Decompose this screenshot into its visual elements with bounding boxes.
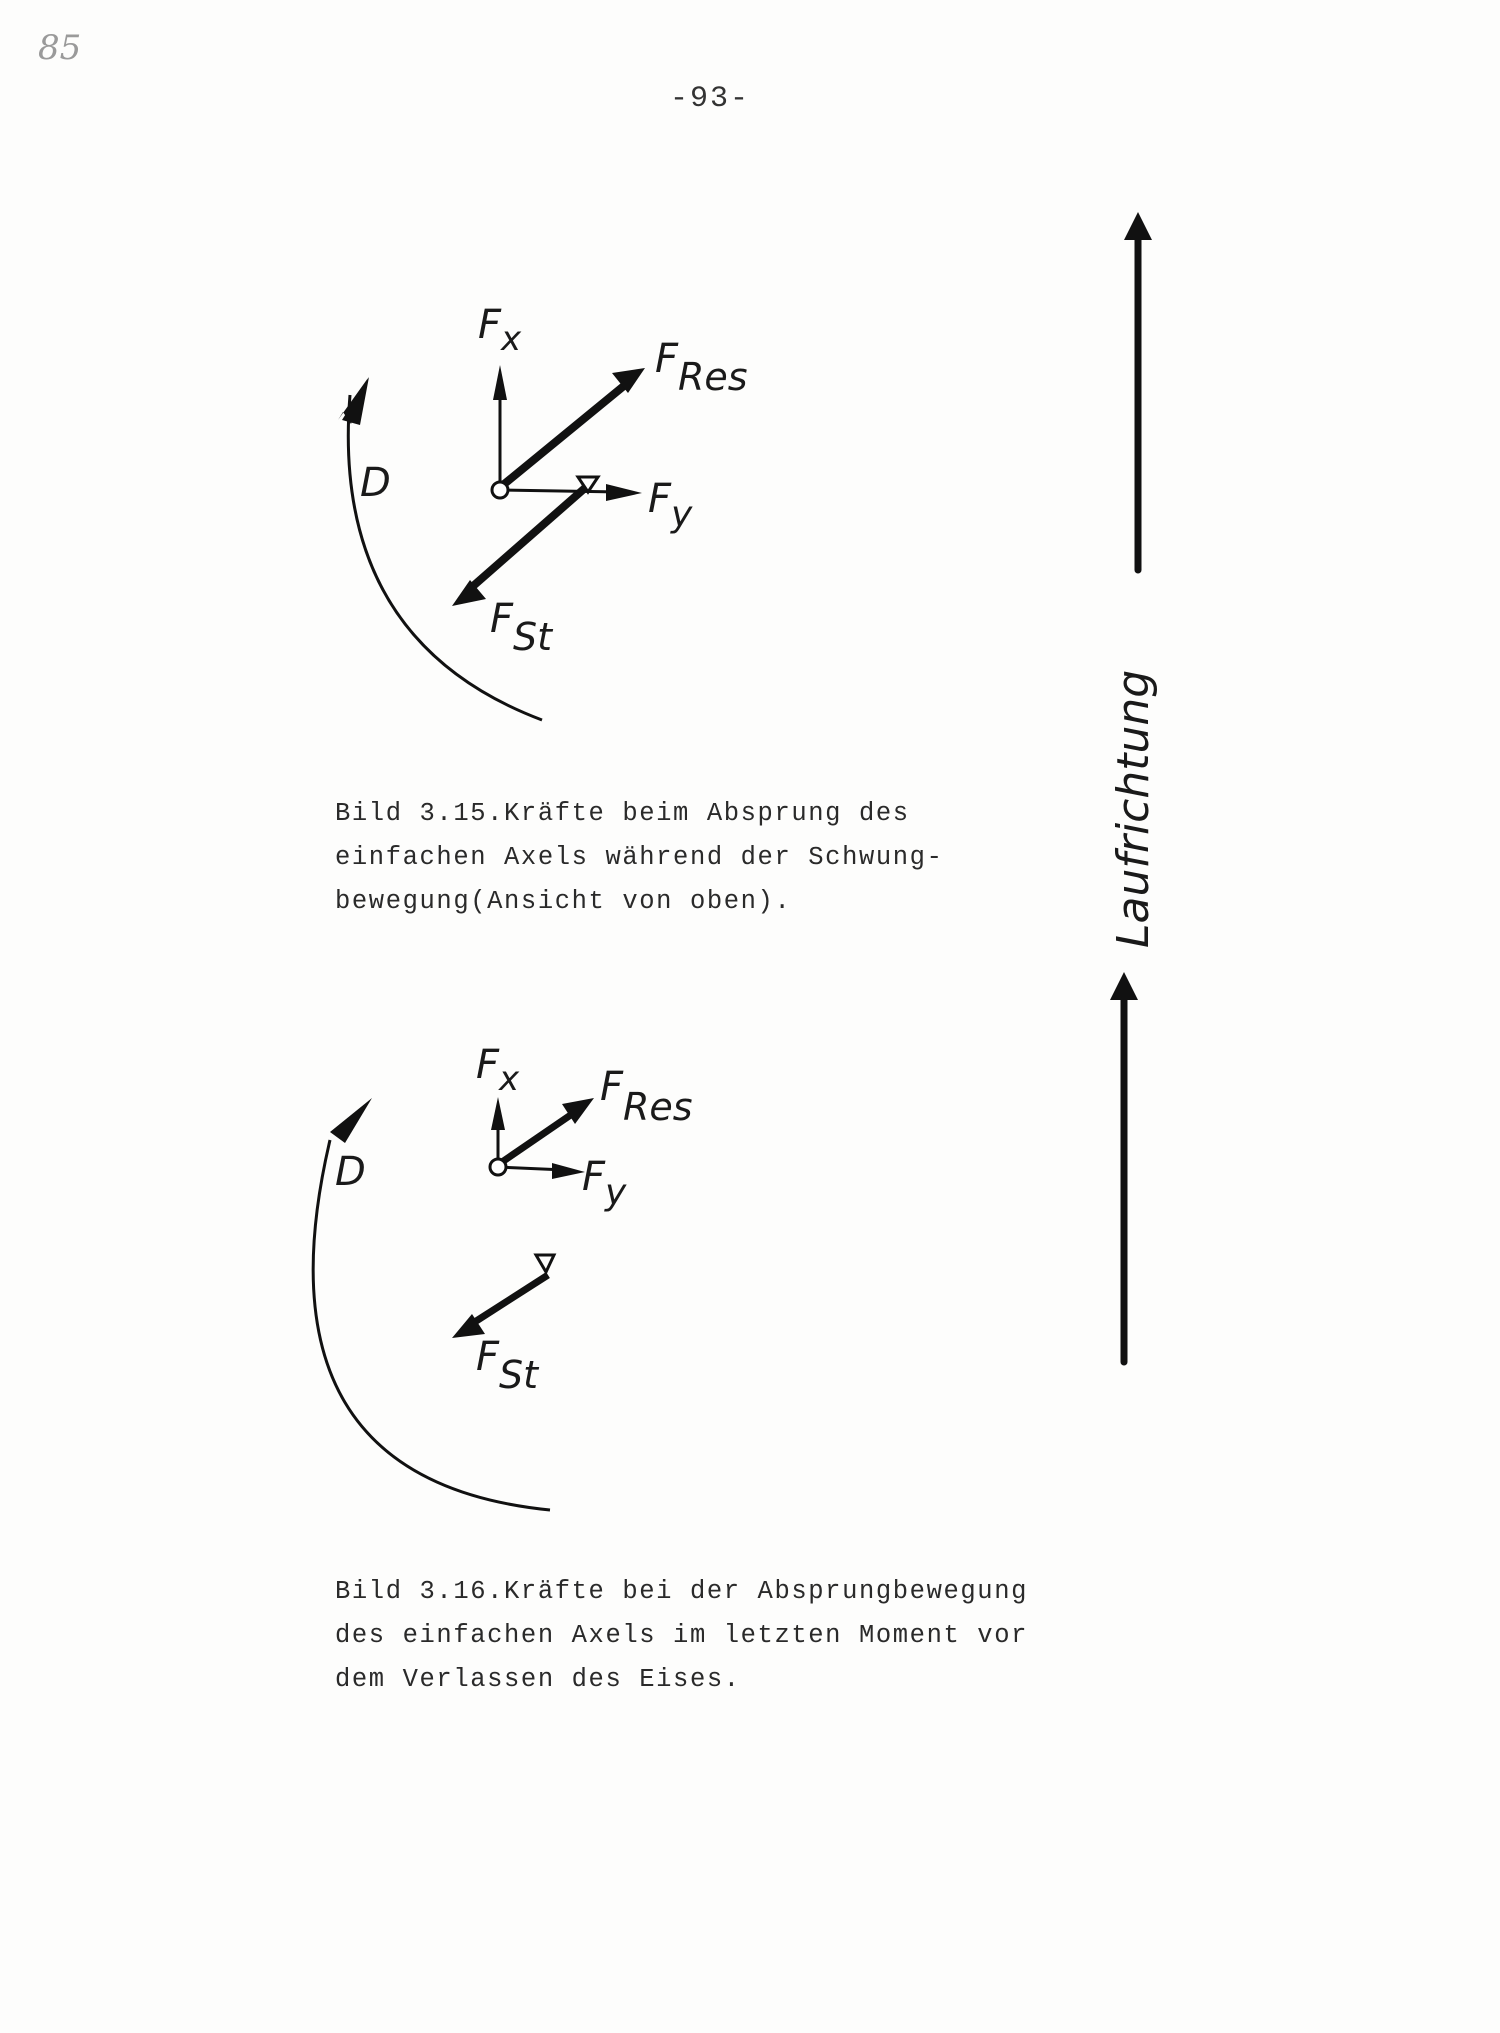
fy-arrow-1-head [606, 484, 642, 501]
direction-arrow-lower-head [1110, 972, 1138, 1000]
caption-line: Bild 3.15.Kräfte beim Absprung des [335, 799, 910, 828]
rotation-arc-2-tip [330, 1098, 372, 1143]
fx-label-2: $F_x$ [476, 1042, 520, 1099]
caption-line: bewegung(Ansicht von oben). [335, 887, 792, 916]
rotation-arc-1-tip [342, 377, 369, 425]
d-label-1: D [360, 460, 391, 506]
fst-arrow-2 [470, 1275, 548, 1325]
origin-point-2 [490, 1159, 506, 1175]
fres-arrow-1 [503, 385, 625, 485]
page-number: -93- [669, 82, 750, 116]
fst-arrow-2-tail-marker [536, 1255, 554, 1272]
fres-label-1: FRes [655, 336, 748, 399]
fy-label-1: Fy [648, 476, 693, 535]
fst-label-2: FSt [476, 1334, 539, 1397]
fy-arrow-1 [500, 490, 620, 492]
direction-label: Laufrichtung [1108, 669, 1159, 948]
fx-label-1: $F_x$ [478, 302, 522, 359]
fy-arrow-2-head [552, 1163, 585, 1179]
handwritten-page-note: 85 [38, 28, 82, 68]
rotation-arc-2 [313, 1140, 550, 1510]
figure-1-caption [335, 792, 944, 924]
rotation-arc-1 [348, 395, 542, 720]
origin-point-1 [492, 482, 508, 498]
fst-arrow-1 [472, 488, 585, 587]
figure-1-diagram [338, 302, 748, 720]
caption-line: Bild 3.16.Kräfte bei der Absprungbewegung [335, 1577, 1029, 1606]
figure-2-diagram [313, 1042, 692, 1510]
fx-arrow-1-head [493, 365, 507, 400]
caption-line: des einfachen Axels im letzten Moment vor [335, 1621, 1029, 1650]
fres-label-2: FRes [600, 1064, 693, 1129]
d-label-2: D [335, 1149, 366, 1195]
fst-label-1: FSt [490, 596, 553, 659]
figure-2-caption [335, 1570, 1028, 1702]
caption-line: einfachen Axels während der Schwung- [335, 843, 944, 872]
caption-line: dem Verlassen des Eises. [335, 1665, 741, 1694]
fx-arrow-2-head [491, 1097, 505, 1130]
running-direction-indicator [1108, 212, 1159, 1362]
direction-arrow-upper-head [1124, 212, 1152, 240]
fy-label-2: Fy [582, 1154, 627, 1213]
fres-arrow-2 [502, 1112, 575, 1162]
